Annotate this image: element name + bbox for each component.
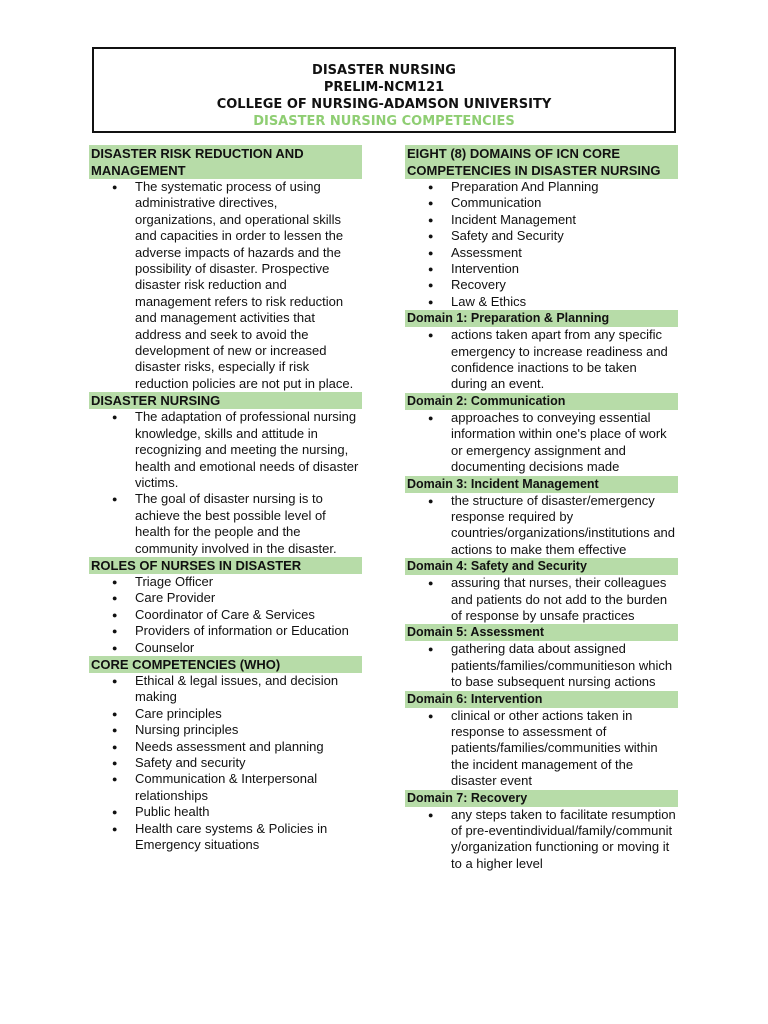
list-item: ● assuring that nurses, their colleagues and patients do not add to the burden of response by unsafe practices <box>405 575 678 624</box>
section-title-core-competencies: CORE COMPETENCIES (WHO) <box>89 656 362 673</box>
list-domain-5 <box>405 641 678 690</box>
list-item: ● Coordinator of Care & Services <box>89 607 362 623</box>
list-domain-6 <box>405 708 678 790</box>
section-title-domain-7: Domain 7: Recovery <box>405 790 678 807</box>
list-item: ● Counselor <box>89 640 362 656</box>
header-subtitle: DISASTER NURSING COMPETENCIES <box>253 114 515 129</box>
section-title-domain-4: Domain 4: Safety and Security <box>405 558 678 575</box>
list-item: ● approaches to conveying essential information within one's place of work or emergency assignment and documenting decisions made <box>405 410 678 476</box>
list-item: ● Communication & Interpersonal relationships <box>89 771 362 804</box>
section-title-icn-domains: EIGHT (8) DOMAINS OF ICN CORE COMPETENCIES IN DISASTER NURSING <box>405 145 678 179</box>
list-item: ● The systematic process of using administrative directives, organizations, and operational skills and capacities in order to lessen the adverse impacts of hazards and the possibility of disaster. Prospective disaster risk reduction and management refers to risk reduction and management activities that address and seek to avoid the development of new or increased disaster risks, especially if risk reduction policies are not put in place. <box>89 179 362 392</box>
list-domain-3 <box>405 493 678 559</box>
list-disaster-nursing <box>89 409 362 557</box>
section-title-roles: ROLES OF NURSES IN DISASTER <box>89 557 362 574</box>
list-drrm <box>89 179 362 392</box>
list-item: ● Communication <box>405 195 678 211</box>
document-header <box>92 47 676 133</box>
list-item: ● Recovery <box>405 277 678 293</box>
list-item: ● clinical or other actions taken in response to assessment of patients/families/communities within the incident management of the disaster event <box>405 708 678 790</box>
list-domain-1 <box>405 327 678 393</box>
list-item: ● gathering data about assigned patients/families/communitieson which to base subsequent nursing actions <box>405 641 678 690</box>
list-core-competencies <box>89 673 362 853</box>
list-item: ● Law & Ethics <box>405 294 678 310</box>
list-item: ● Safety and security <box>89 755 362 771</box>
list-domain-4 <box>405 575 678 624</box>
list-item: ● Public health <box>89 804 362 820</box>
list-icn-domains <box>405 179 678 310</box>
list-roles <box>89 574 362 656</box>
list-item: ● the structure of disaster/emergency response required by countries/organizations/institutions and actions to make them effective <box>405 493 678 559</box>
list-item: ● Safety and Security <box>405 228 678 244</box>
list-item: ● Ethical & legal issues, and decision making <box>89 673 362 706</box>
list-item: ● The adaptation of professional nursing knowledge, skills and attitude in recognizing and meeting the nursing, health and emotional needs of disaster victims. <box>89 409 362 491</box>
list-domain-2 <box>405 410 678 476</box>
section-title-disaster-nursing: DISASTER NURSING <box>89 392 362 409</box>
left-column <box>89 145 362 853</box>
list-item: ● Health care systems & Policies in Emergency situations <box>89 821 362 854</box>
list-item: ● Incident Management <box>405 212 678 228</box>
list-item: ● Assessment <box>405 245 678 261</box>
section-title-domain-1: Domain 1: Preparation & Planning <box>405 310 678 327</box>
list-item: ● actions taken apart from any specific emergency to increase readiness and confidence inactions to be taken during an event. <box>405 327 678 393</box>
header-course-code: PRELIM-NCM121 <box>323 80 445 95</box>
list-item: ● any steps taken to facilitate resumption of pre-eventindividual/family/communit y/organization functioning or moving it to a higher level <box>405 807 678 873</box>
right-column <box>405 145 678 872</box>
list-item: ● The goal of disaster nursing is to achieve the best possible level of health for the people and the community involved in the disaster. <box>89 491 362 557</box>
header-college: COLLEGE OF NURSING-ADAMSON UNIVERSITY <box>216 97 552 112</box>
header-title: DISASTER NURSING <box>312 63 456 78</box>
section-title-domain-3: Domain 3: Incident Management <box>405 476 678 493</box>
list-item: ● Providers of information or Education <box>89 623 362 639</box>
list-item: ● Care Provider <box>89 590 362 606</box>
section-title-domain-5: Domain 5: Assessment <box>405 624 678 641</box>
list-item: ● Needs assessment and planning <box>89 739 362 755</box>
list-item: ● Intervention <box>405 261 678 277</box>
list-domain-7 <box>405 807 678 873</box>
list-item: ● Care principles <box>89 706 362 722</box>
list-item: ● Nursing principles <box>89 722 362 738</box>
list-item: ● Triage Officer <box>89 574 362 590</box>
section-title-drrm: DISASTER RISK REDUCTION AND MANAGEMENT <box>89 145 362 179</box>
list-item: ● Preparation And Planning <box>405 179 678 195</box>
section-title-domain-2: Domain 2: Communication <box>405 393 678 410</box>
section-title-domain-6: Domain 6: Intervention <box>405 691 678 708</box>
